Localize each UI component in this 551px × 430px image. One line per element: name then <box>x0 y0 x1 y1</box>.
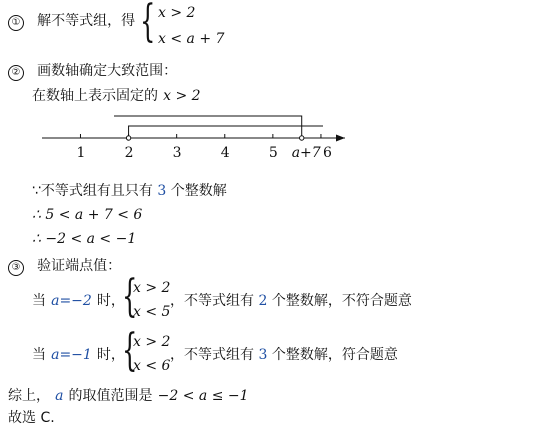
therefore-line-2: ∴ −2 < a < −1 <box>32 231 137 247</box>
axis-tick-label: 4 <box>220 145 230 161</box>
axis-tick-label: 5 <box>268 145 278 161</box>
because-line <box>32 180 227 200</box>
case1-a-value: a=−2 <box>51 293 92 309</box>
case2-text2: 个整数解，符合题意 <box>271 347 398 363</box>
axis-tick-label: 3 <box>172 145 182 161</box>
ray-x-lt-a7 <box>114 116 302 138</box>
conclusion-range: −2 < a ≤ −1 <box>157 388 249 404</box>
axis-arrow-icon <box>336 135 345 142</box>
conclusion-a: a <box>55 388 64 404</box>
step1-number: ① <box>8 15 24 31</box>
conclusion-line <box>8 385 249 405</box>
case1-prefix <box>32 290 125 310</box>
axis-tick-label: 2 <box>124 145 134 161</box>
step2-number: ② <box>8 65 24 81</box>
case2-pre-text: 当 <box>32 347 46 363</box>
open-point-a7 <box>300 136 304 140</box>
conclusion-pre: 综上， <box>8 388 50 404</box>
axis-tick-label: 1 <box>76 145 86 161</box>
step2-subtitle <box>32 85 201 105</box>
brace-icon: { <box>122 271 138 322</box>
step2-subtitle-text: 在数轴上表示固定的 <box>32 88 158 104</box>
step1-line <box>8 10 135 31</box>
case1-line2: x < 5 <box>133 304 171 320</box>
case2-mid-text: 时， <box>96 347 125 363</box>
step3-number: ③ <box>8 260 24 276</box>
case1-line1: x > 2 <box>133 280 171 296</box>
answer-line <box>8 407 55 427</box>
case1-count: 2 <box>258 293 268 309</box>
case2-prefix <box>32 344 125 364</box>
case2-line1: x > 2 <box>133 334 171 350</box>
step1-system-line2: x < a + 7 <box>158 31 225 47</box>
case1-text2: 个整数解，不符合题意 <box>271 293 412 309</box>
brace-icon: { <box>122 325 138 376</box>
because-text: ∵不等式组有且只有 <box>32 183 153 199</box>
step3-title-line <box>8 255 121 276</box>
answer-text: 故选 C. <box>8 410 55 426</box>
case1-mid-text: 时， <box>96 293 125 309</box>
axis-tick-label: 6 <box>322 145 332 161</box>
step3-title: 验证端点值： <box>37 258 122 274</box>
case2-result <box>170 344 398 364</box>
conclusion-mid: 的取值范围是 <box>68 388 153 404</box>
step1-text: 解不等式组，得 <box>37 13 136 29</box>
case1-result <box>170 290 412 310</box>
brace-icon: { <box>140 0 156 47</box>
case2-count: 3 <box>258 347 268 363</box>
case2-text1: ，不等式组有 <box>170 347 254 363</box>
therefore-line-1: ∴ 5 < a + 7 < 6 <box>32 207 143 223</box>
step2-title: 画数轴确定大致范围： <box>37 63 178 79</box>
step2-subtitle-expr: x > 2 <box>163 88 201 104</box>
a7-label: a+7 <box>291 145 321 161</box>
case2-line2: x < 6 <box>133 358 171 374</box>
open-point-2 <box>126 136 130 140</box>
case2-a-value: a=−1 <box>51 347 92 363</box>
step2-title-line <box>8 60 177 81</box>
because-end-text: 个整数解 <box>170 183 227 199</box>
step1-system-line1: x > 2 <box>158 5 196 21</box>
ray-x-gt-2 <box>129 126 323 138</box>
number-line <box>0 108 551 164</box>
case1-pre-text: 当 <box>32 293 46 309</box>
because-number: 3 <box>157 183 167 199</box>
case1-text1: ，不等式组有 <box>170 293 254 309</box>
